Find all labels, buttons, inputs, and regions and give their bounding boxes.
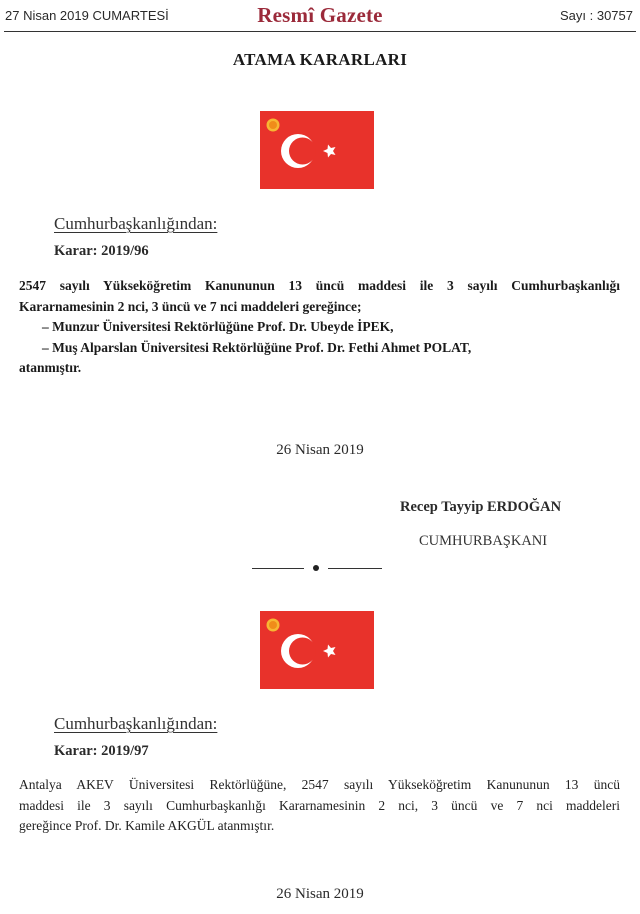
- closing-text: atanmıştır.: [19, 360, 82, 375]
- body-line: gereğince Prof. Dr. Kamile AKGÜL atanmıştır.: [19, 818, 275, 833]
- decision-date: 26 Nisan 2019: [276, 886, 364, 902]
- issue-number: Sayı : 30757: [560, 8, 633, 23]
- body-line: Kararnamesinin 2 nci, 3 üncü ve 7 nci maddeleri gereğince;: [19, 298, 362, 314]
- decision-number: Karar: 2019/96: [54, 243, 149, 259]
- decision-number: Karar: 2019/97: [54, 743, 149, 759]
- gazette-title: Resmî Gazete: [257, 3, 383, 27]
- decision-body: [19, 276, 620, 379]
- publication-date: 27 Nisan 2019 CUMARTESİ: [5, 8, 169, 23]
- issuer-heading: Cumhurbaşkanlığından:: [54, 214, 218, 233]
- decision-body: [19, 775, 620, 837]
- body-line: 2547 sayılı Yükseköğretim Kanununun 13 üncü maddesi ile 3 sayılı Cumhurbaşkanlığı: [19, 278, 620, 293]
- decision-date: 26 Nisan 2019: [276, 442, 364, 458]
- appointment-item: – Muş Alparslan Üniversitesi Rektörlüğüne Prof. Dr. Fethi Ahmet POLAT,: [42, 339, 472, 355]
- signer-name: Recep Tayyip ERDOĞAN: [400, 499, 562, 515]
- section-title: ATAMA KARARLARI: [232, 50, 408, 69]
- presidential-flag-icon: [260, 111, 374, 189]
- appointment-item: – Munzur Üniversitesi Rektörlüğüne Prof. Dr. Ubeyde İPEK,: [42, 319, 394, 334]
- issuer-heading: Cumhurbaşkanlığından:: [54, 714, 218, 733]
- body-line: maddesi ile 3 sayılı Cumhurbaşkanlığı Kararnamesinin 2 nci, 3 üncü ve 7 nci maddeleri: [19, 797, 620, 813]
- separator-dot: [313, 565, 319, 571]
- signer-title: CUMHURBAŞKANI: [419, 533, 548, 549]
- section-separator: [252, 563, 382, 573]
- presidential-flag-icon: [260, 611, 374, 689]
- body-line: Antalya AKEV Üniversitesi Rektörlüğüne, 2547 sayılı Yükseköğretim Kanununun 13 üncü: [19, 777, 620, 792]
- header-divider: [4, 31, 636, 32]
